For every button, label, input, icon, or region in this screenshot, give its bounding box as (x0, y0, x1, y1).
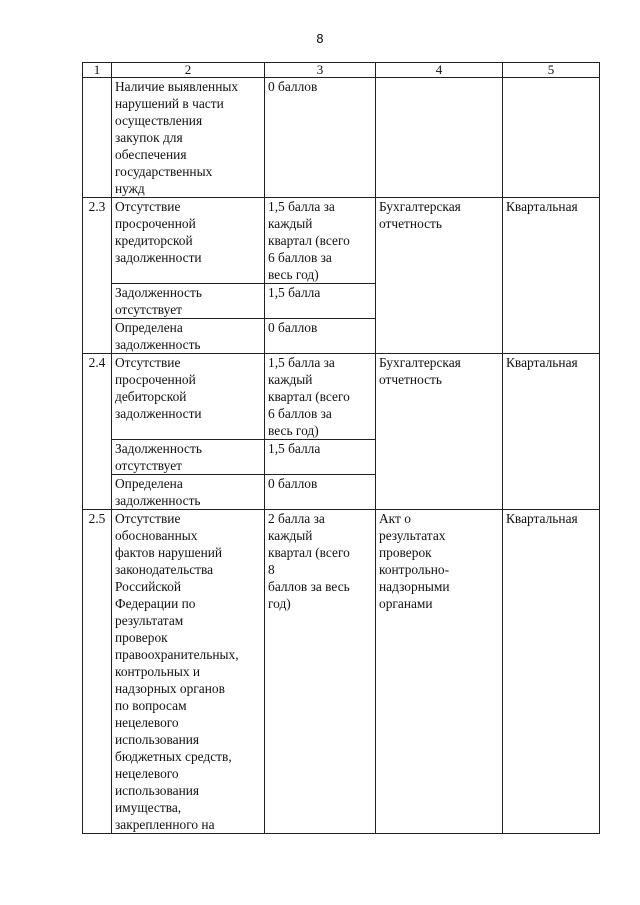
source-cell: Акт о результатах проверок контрольно- надзорными органами (376, 510, 503, 834)
criterion-cell: Отсутствие просроченной кредиторской задолженности (112, 198, 265, 284)
table-row (83, 354, 600, 440)
criterion-cell: Отсутствие просроченной дебиторской задолженности (112, 354, 265, 440)
criterion-cell: Задолженность отсутствует (112, 440, 265, 475)
points-cell: 0 баллов (265, 78, 376, 198)
column-header: 2 (112, 63, 265, 78)
criterion-cell: Отсутствие обоснованных фактов нарушений законодательства Российской Федерации по результатам проверок правоохранительных, контрольных и надзорных органов по вопросам нецелевого использования бюджетных средств, нецелевого использования имущества, закрепленного на (112, 510, 265, 834)
table-row (83, 198, 600, 284)
criterion-cell: Определена задолженность (112, 319, 265, 354)
points-cell: 0 баллов (265, 319, 376, 354)
period-cell: Квартальная (503, 510, 600, 834)
source-cell (376, 78, 503, 198)
criterion-cell: Наличие выявленных нарушений в части осуществления закупок для обеспечения государственных нужд (112, 78, 265, 198)
source-cell: Бухгалтерская отчетность (376, 354, 503, 510)
criterion-cell: Задолженность отсутствует (112, 284, 265, 319)
points-cell: 1,5 балла за каждый квартал (всего 6 баллов за весь год) (265, 198, 376, 284)
page-number: 8 (316, 32, 324, 46)
points-cell: 2 балла за каждый квартал (всего 8 баллов за весь год) (265, 510, 376, 834)
item-number (83, 78, 112, 198)
points-cell: 1,5 балла за каждый квартал (всего 6 баллов за весь год) (265, 354, 376, 440)
column-header: 4 (376, 63, 503, 78)
column-number-row (83, 63, 600, 78)
column-header: 5 (503, 63, 600, 78)
item-number: 2.4 (83, 354, 112, 510)
table-row (83, 78, 600, 198)
item-number: 2.3 (83, 198, 112, 354)
source-cell: Бухгалтерская отчетность (376, 198, 503, 354)
criteria-table (82, 62, 600, 834)
column-header: 3 (265, 63, 376, 78)
period-cell: Квартальная (503, 198, 600, 354)
column-header: 1 (83, 63, 112, 78)
table-row (83, 510, 600, 834)
item-number: 2.5 (83, 510, 112, 834)
period-cell: Квартальная (503, 354, 600, 510)
points-cell: 1,5 балла (265, 440, 376, 475)
period-cell (503, 78, 600, 198)
points-cell: 1,5 балла (265, 284, 376, 319)
criterion-cell: Определена задолженность (112, 475, 265, 510)
points-cell: 0 баллов (265, 475, 376, 510)
